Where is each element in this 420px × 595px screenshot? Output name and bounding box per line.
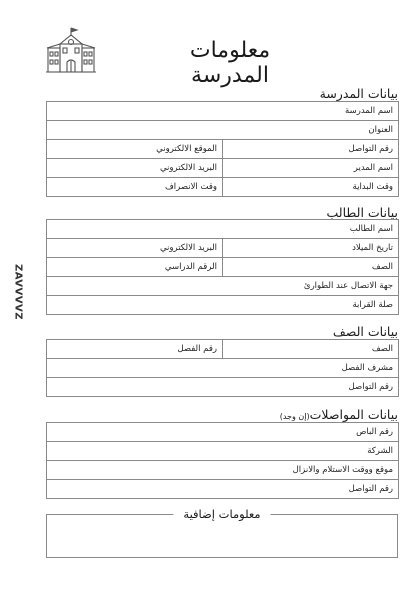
- class-contact-field[interactable]: رقم التواصل: [47, 378, 399, 397]
- pickup-dropoff-field[interactable]: موقع ووقت الاستلام والانزال: [47, 461, 399, 480]
- student-name-field[interactable]: اسم الطالب: [47, 220, 399, 239]
- emergency-contact-field[interactable]: جهة الاتصال عند الطوارئ: [47, 277, 399, 296]
- transport-heading-text: بيانات المواصلات: [309, 407, 398, 422]
- class-section-heading: بيانات الصف: [332, 324, 398, 339]
- class-number-field[interactable]: رقم الفصل: [47, 340, 223, 359]
- school-info-table: [46, 101, 399, 197]
- table-row: [47, 258, 399, 277]
- class-info-table: [46, 339, 399, 397]
- class-grade-field[interactable]: الصف: [223, 340, 399, 359]
- transport-section-heading: [280, 407, 398, 422]
- grade-field[interactable]: الصف: [223, 258, 399, 277]
- table-row: [47, 359, 399, 378]
- start-time-field[interactable]: وقت البداية: [223, 178, 399, 197]
- table-row: [47, 340, 399, 359]
- email-field[interactable]: البريد الالكتروني: [47, 159, 223, 178]
- table-row: [47, 423, 399, 442]
- table-row: [47, 140, 399, 159]
- table-row: [47, 239, 399, 258]
- class-supervisor-field[interactable]: مشرف الفصل: [47, 359, 399, 378]
- transport-heading-note: (إن وجد): [279, 412, 310, 421]
- transport-info-table: [46, 422, 399, 499]
- table-row: [47, 277, 399, 296]
- brand-logo: ZAVVVVZ: [12, 263, 24, 321]
- table-row: [47, 296, 399, 315]
- student-email-field[interactable]: البريد الالكتروني: [47, 239, 223, 258]
- additional-info-label: معلومات إضافية: [173, 507, 270, 521]
- student-section-heading: بيانات الطالب: [326, 205, 398, 220]
- bus-number-field[interactable]: رقم الباص: [47, 423, 399, 442]
- school-section-heading: بيانات المدرسة: [319, 86, 398, 101]
- table-row: [47, 442, 399, 461]
- relationship-field[interactable]: صلة القرابة: [47, 296, 399, 315]
- school-building-icon: [46, 26, 96, 74]
- table-row: [47, 178, 399, 197]
- table-row: [47, 378, 399, 397]
- address-field[interactable]: العنوان: [47, 121, 399, 140]
- transport-contact-field[interactable]: رقم التواصل: [47, 480, 399, 499]
- company-field[interactable]: الشركة: [47, 442, 399, 461]
- table-row: [47, 121, 399, 140]
- table-row: [47, 461, 399, 480]
- additional-info-box[interactable]: [46, 507, 398, 558]
- principal-name-field[interactable]: اسم المدير: [223, 159, 399, 178]
- school-name-field[interactable]: اسم المدرسة: [47, 102, 399, 121]
- contact-number-field[interactable]: رقم التواصل: [223, 140, 399, 159]
- table-row: [47, 159, 399, 178]
- table-row: [47, 480, 399, 499]
- student-info-table: [46, 219, 399, 315]
- birth-date-field[interactable]: تاريخ الميلاد: [223, 239, 399, 258]
- student-id-field[interactable]: الرقم الدراسي: [47, 258, 223, 277]
- table-row: [47, 220, 399, 239]
- website-field[interactable]: الموقع الالكتروني: [47, 140, 223, 159]
- page-title: معلومات المدرسة: [189, 38, 271, 88]
- dismissal-time-field[interactable]: وقت الانصراف: [47, 178, 223, 197]
- table-row: [47, 102, 399, 121]
